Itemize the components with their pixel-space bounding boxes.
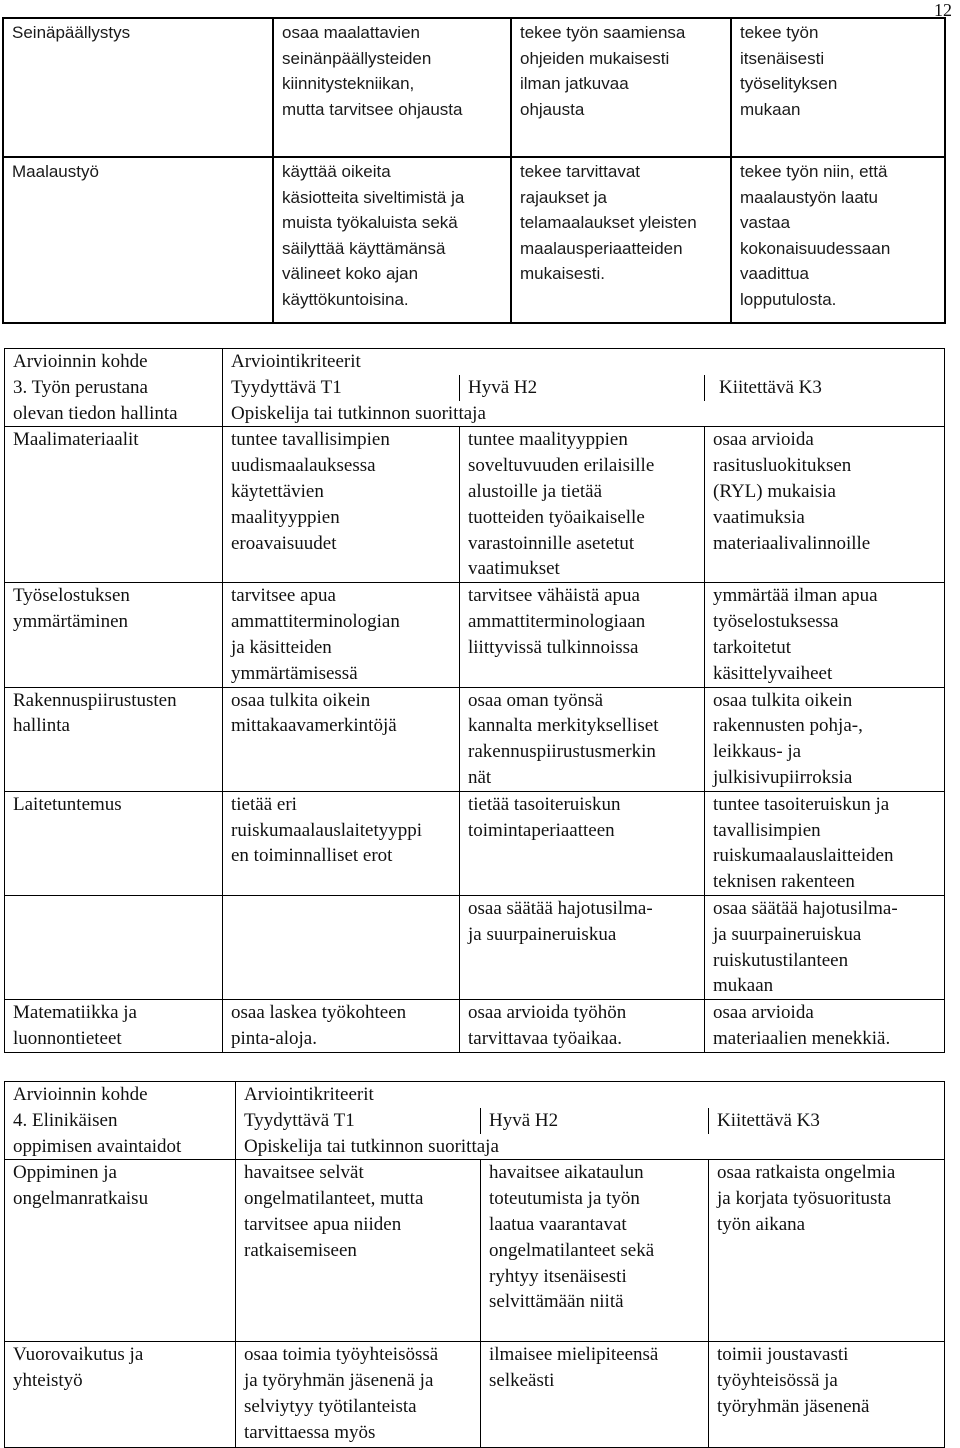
criteria-line: tarvitsee apua niiden	[244, 1213, 402, 1235]
criteria-line: varastoinnille asetetut	[468, 532, 635, 554]
page-number: 12	[934, 0, 952, 20]
criteria-line: ilman jatkuvaa	[520, 74, 629, 94]
assessment-target: Rakennuspiirustusten	[13, 689, 177, 711]
criteria-line: ymmärtää ilman apua	[713, 585, 878, 607]
table-header-row	[5, 1108, 945, 1134]
t1-cell	[223, 427, 460, 583]
criteria-line: itsenäisesti	[740, 48, 825, 68]
criteria-line: kiinnitystekniikan,	[282, 74, 415, 94]
section-title: oppimisen avaintaidot	[13, 1135, 182, 1157]
assessment-target: Vuorovaikutus ja	[13, 1344, 144, 1366]
criteria-line: käyttää oikeita	[282, 162, 391, 181]
criteria-line: välineet koko ajan	[282, 264, 419, 284]
criteria-line: tuntee tavallisimpien	[231, 429, 390, 451]
assessment-target-cell	[5, 791, 223, 895]
student-label: Opiskelija tai tutkinnon suorittaja	[244, 1135, 499, 1157]
criteria-line: ongelmatilanteet, mutta	[244, 1188, 424, 1210]
criteria-line: maalityyppien	[231, 506, 340, 528]
table-row	[5, 1342, 945, 1448]
criteria-line: käytettävien	[231, 480, 324, 502]
h2-cell	[460, 895, 705, 999]
t1-cell	[223, 583, 460, 687]
criteria-line: osaa arvioida	[713, 1002, 814, 1024]
criteria-line: ruiskumaalauslaitteiden	[713, 845, 894, 867]
criteria-line: lopputulosta.	[740, 289, 837, 309]
header-cell	[223, 375, 460, 401]
criteria-line: alustoille ja tietää	[468, 480, 603, 502]
table-row	[5, 791, 945, 895]
t1-cell	[273, 18, 511, 157]
criteria-line: seinänpäällysteiden	[282, 48, 432, 68]
assessment-target-cell	[3, 18, 273, 157]
criteria-line: osaa maalattavien	[282, 23, 420, 42]
criteria-line: muista työkaluista sekä	[282, 213, 458, 233]
t1-cell	[223, 1000, 460, 1053]
k3-cell	[705, 427, 945, 583]
criteria-line: työselityksen	[740, 74, 838, 94]
criteria-line: tarvitsee apua	[231, 585, 336, 607]
criteria-line: ongelmatilanteet sekä	[489, 1239, 655, 1261]
grade-k3-label: Kiitettävä K3	[717, 1109, 820, 1131]
criteria-line: osaa toimia työyhteisössä	[244, 1344, 439, 1366]
criteria-line: rakennuspiirustusmerkin	[468, 741, 656, 763]
header-cell	[5, 1082, 236, 1108]
criteria-line: rasitusluokituksen	[713, 455, 852, 477]
t1-cell	[223, 895, 460, 999]
criteria-line: vastaa	[740, 213, 791, 233]
criteria-line: uudismaalauksessa	[231, 455, 376, 477]
criteria-line: osaa tulkita oikein	[231, 689, 371, 711]
criteria-line: vaatimuksia	[713, 506, 805, 528]
criteria-line: ohjeiden mukaisesti	[520, 48, 670, 68]
criteria-table-knowledge	[4, 348, 945, 1053]
assessment-target: Työselostuksen	[13, 585, 130, 607]
h2-cell	[460, 687, 705, 791]
assessment-target: Matematiikka ja	[13, 1002, 137, 1024]
criteria-line: maalaustyön laatu	[740, 187, 878, 207]
header-cell	[5, 1134, 236, 1160]
criteria-line: selviytyy työtilanteista	[244, 1395, 417, 1417]
criteria-line: ruiskumaalauslaitetyyppi	[231, 819, 423, 841]
assessment-target-label: Arvioinnin kohde	[13, 351, 148, 372]
criteria-line: (RYL) mukaisia	[713, 480, 836, 502]
criteria-line: osaa säätää hajotusilma-	[468, 897, 653, 919]
criteria-line: työselostuksessa	[713, 611, 839, 633]
criteria-label: Arviointikriteerit	[231, 351, 361, 372]
criteria-line: ammattiterminologiaan	[468, 611, 646, 633]
table-row	[5, 1160, 945, 1342]
criteria-line: pinta-aloja.	[231, 1027, 317, 1049]
criteria-line: nät	[468, 766, 492, 788]
criteria-line: tuntee maalityyppien	[468, 429, 628, 451]
criteria-line: en toiminnalliset erot	[231, 845, 393, 867]
criteria-line: ja käsitteiden	[231, 636, 332, 658]
grade-t1-label: Tyydyttävä T1	[231, 376, 342, 398]
k3-cell	[709, 1342, 945, 1448]
criteria-line: rajaukset ja	[520, 187, 607, 207]
table-header-row	[5, 349, 945, 375]
k3-cell	[705, 1000, 945, 1053]
table-row	[5, 687, 945, 791]
criteria-line: työryhmän jäsenenä	[717, 1395, 870, 1417]
criteria-line: käyttökuntoisina.	[282, 289, 409, 309]
criteria-line: mukaan	[740, 99, 801, 119]
criteria-line: ammattiterminologian	[231, 611, 400, 633]
criteria-line: tuotteiden työaikaiselle	[468, 506, 645, 528]
criteria-line: ilmaisee mielipiteensä	[489, 1344, 659, 1366]
criteria-line: ymmärtämisessä	[231, 662, 358, 684]
criteria-line: mittakaavamerkintöjä	[231, 715, 397, 737]
grade-k3-label: Kiitettävä K3	[719, 376, 822, 398]
criteria-line: tietää tasoiteruiskun	[468, 793, 621, 815]
criteria-label: Arviointikriteerit	[244, 1084, 374, 1105]
criteria-line: leikkaus- ja	[713, 741, 802, 763]
h2-cell	[511, 18, 731, 157]
criteria-table-continued	[2, 17, 946, 324]
header-cell	[481, 1108, 709, 1134]
criteria-line: telamaalaukset yleisten	[520, 213, 697, 233]
criteria-line: käsiotteita siveltimistä ja	[282, 187, 465, 207]
criteria-line: ja suurpaineruiskua	[713, 923, 862, 945]
criteria-line: mukaisesti.	[520, 264, 606, 284]
criteria-line: selkeästi	[489, 1370, 555, 1392]
header-cell	[223, 401, 945, 427]
criteria-line: osaa tulkita oikein	[713, 689, 853, 711]
criteria-line: tekee työn niin, että	[740, 162, 888, 181]
criteria-line: materiaalivalinnoille	[713, 532, 871, 554]
k3-cell	[705, 895, 945, 999]
criteria-line: laatua vaarantavat	[489, 1213, 627, 1235]
t1-cell	[236, 1342, 481, 1448]
table-header-row	[5, 1134, 945, 1160]
criteria-line: rakennusten pohja-,	[713, 715, 863, 737]
assessment-target: Seinäpäällystys	[12, 23, 131, 42]
table-header-row	[5, 401, 945, 427]
criteria-line: tekee työn	[740, 23, 819, 42]
assessment-target-cell	[5, 1160, 236, 1342]
h2-cell	[460, 583, 705, 687]
criteria-line: työyhteisössä ja	[717, 1370, 838, 1392]
assessment-target-cell	[5, 1000, 223, 1053]
criteria-line: tavallisimpien	[713, 819, 821, 841]
criteria-table-lifelong-learning	[4, 1081, 945, 1448]
assessment-target-label: Arvioinnin kohde	[13, 1084, 148, 1105]
k3-cell	[705, 583, 945, 687]
table-row	[5, 583, 945, 687]
header-cell	[236, 1134, 945, 1160]
assessment-target: Maalaustyö	[12, 162, 99, 181]
criteria-line: vaatimukset	[468, 558, 560, 580]
header-cell	[5, 401, 223, 427]
table-row	[5, 1000, 945, 1053]
criteria-line: käsittelyvaiheet	[713, 662, 833, 684]
assessment-target: ymmärtäminen	[13, 611, 129, 633]
criteria-line: tietää eri	[231, 793, 297, 815]
criteria-line: liittyvissä tulkinnoissa	[468, 636, 639, 658]
assessment-target-cell	[5, 687, 223, 791]
k3-cell	[731, 157, 945, 323]
h2-cell	[481, 1342, 709, 1448]
header-cell	[705, 375, 945, 401]
criteria-line: tarkoitetut	[713, 636, 792, 658]
criteria-line: säilyttää käyttämänsä	[282, 238, 446, 258]
header-cell	[709, 1108, 945, 1134]
criteria-line: kannalta merkitykselliset	[468, 715, 659, 737]
h2-cell	[481, 1160, 709, 1342]
assessment-target: yhteistyö	[13, 1370, 83, 1392]
criteria-line: osaa ratkaista ongelmia	[717, 1162, 896, 1184]
criteria-line: toteutumista ja työn	[489, 1188, 640, 1210]
assessment-target: hallinta	[13, 715, 70, 737]
h2-cell	[460, 427, 705, 583]
assessment-target: ongelmanratkaisu	[13, 1188, 149, 1210]
criteria-line: toimintaperiaatteen	[468, 819, 615, 841]
k3-cell	[705, 687, 945, 791]
table-row	[5, 895, 945, 999]
k3-cell	[705, 791, 945, 895]
header-cell	[236, 1082, 945, 1108]
header-cell	[236, 1108, 481, 1134]
criteria-line: materiaalien menekkiä.	[713, 1027, 891, 1049]
section-title: 4. Elinikäisen	[13, 1109, 118, 1131]
criteria-line: maalausperiaatteiden	[520, 238, 683, 258]
student-label: Opiskelija tai tutkinnon suorittaja	[231, 402, 486, 424]
section-title: olevan tiedon hallinta	[13, 402, 178, 424]
criteria-line: ja korjata työsuoritusta	[717, 1188, 892, 1210]
header-cell	[5, 1108, 236, 1134]
criteria-line: mukaan	[713, 975, 774, 997]
criteria-line: osaa oman työnsä	[468, 689, 604, 711]
section-title: 3. Työn perustana	[13, 376, 148, 398]
header-cell	[5, 375, 223, 401]
assessment-target-cell	[3, 157, 273, 323]
criteria-line: osaa arvioida	[713, 429, 814, 451]
criteria-line: tekee tarvittavat	[520, 162, 641, 181]
k3-cell	[709, 1160, 945, 1342]
header-cell	[223, 349, 945, 375]
t1-cell	[236, 1160, 481, 1342]
criteria-line: osaa säätää hajotusilma-	[713, 897, 898, 919]
criteria-line: havaitsee selvät	[244, 1162, 364, 1184]
table-row	[3, 157, 945, 323]
assessment-target-cell	[5, 583, 223, 687]
criteria-line: ryhtyy itsenäisesti	[489, 1265, 627, 1287]
criteria-line: ja työryhmän jäsenenä ja	[244, 1370, 434, 1392]
t1-cell	[223, 791, 460, 895]
header-cell	[5, 349, 223, 375]
criteria-line: ohjausta	[520, 99, 585, 119]
criteria-line: työn aikana	[717, 1213, 806, 1235]
h2-cell	[460, 1000, 705, 1053]
header-cell	[460, 375, 705, 401]
criteria-line: osaa laskea työkohteen	[231, 1002, 407, 1024]
k3-cell	[731, 18, 945, 157]
criteria-line: tekee työn saamiensa	[520, 23, 686, 42]
assessment-target: Laitetuntemus	[13, 793, 122, 815]
assessment-target: luonnontieteet	[13, 1027, 122, 1049]
assessment-target: Maalimateriaalit	[13, 429, 139, 451]
table-header-row	[5, 375, 945, 401]
criteria-line: ruiskutustilanteen	[713, 949, 849, 971]
criteria-line: kokonaisuudessaan	[740, 238, 891, 258]
criteria-line: vaadittua	[740, 264, 809, 284]
h2-cell	[511, 157, 731, 323]
assessment-target: Oppiminen ja	[13, 1162, 117, 1184]
table-row	[3, 18, 945, 157]
criteria-line: selvittämään niitä	[489, 1291, 624, 1313]
grade-t1-label: Tyydyttävä T1	[244, 1109, 355, 1131]
t1-cell	[273, 157, 511, 323]
criteria-line: osaa arvioida työhön	[468, 1002, 627, 1024]
criteria-line: toimii joustavasti	[717, 1344, 849, 1366]
assessment-target-cell	[5, 427, 223, 583]
criteria-line: soveltuvuuden erilaisille	[468, 455, 655, 477]
table-header-row	[5, 1082, 945, 1108]
criteria-line: tarvitsee vähäistä apua	[468, 585, 640, 607]
criteria-line: teknisen rakenteen	[713, 871, 855, 893]
assessment-target-cell	[5, 895, 223, 999]
h2-cell	[460, 791, 705, 895]
criteria-line: tuntee tasoiteruiskun ja	[713, 793, 890, 815]
criteria-line: tarvittaessa myös	[244, 1421, 376, 1443]
grade-h2-label: Hyvä H2	[489, 1109, 559, 1131]
criteria-line: mutta tarvitsee ohjausta	[282, 99, 463, 119]
criteria-line: ratkaisemiseen	[244, 1239, 357, 1261]
t1-cell	[223, 687, 460, 791]
criteria-line: ja suurpaineruiskua	[468, 923, 617, 945]
grade-h2-label: Hyvä H2	[468, 376, 538, 398]
assessment-target-cell	[5, 1342, 236, 1448]
table-row	[5, 427, 945, 583]
criteria-line: havaitsee aikataulun	[489, 1162, 644, 1184]
criteria-line: eroavaisuudet	[231, 532, 337, 554]
criteria-line: tarvittavaa työaikaa.	[468, 1027, 623, 1049]
criteria-line: julkisivupiirroksia	[713, 766, 853, 788]
